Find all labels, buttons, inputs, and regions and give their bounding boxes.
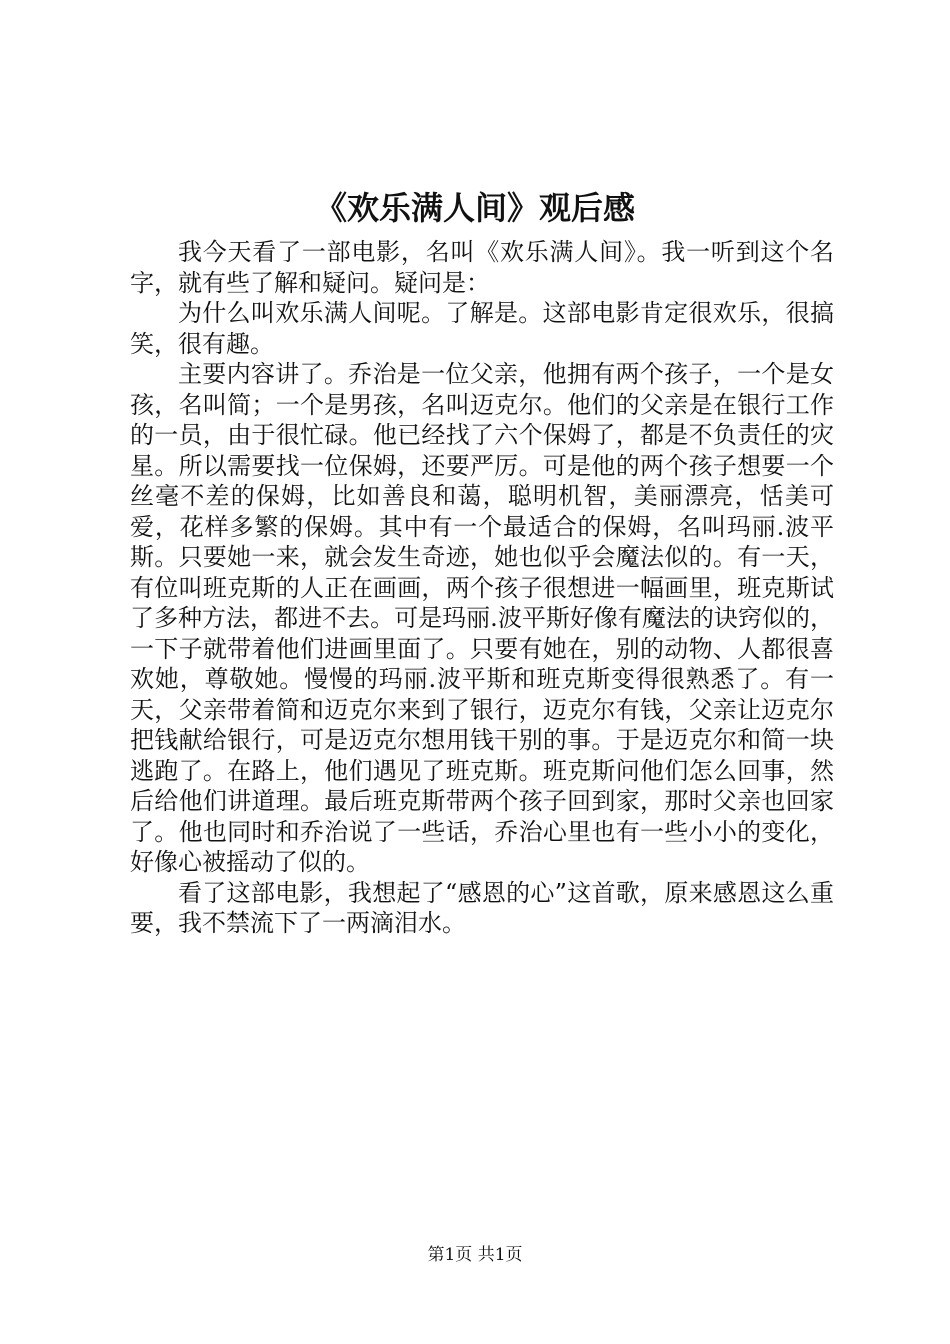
page-footer: 第1页 共1页 — [427, 1245, 523, 1265]
document-title: 《欢乐满人间》观后感 — [314, 189, 635, 227]
paragraph-4: 看了这部电影，我想起了“感恩的心”这首歌，原来感恩这么重要，我不禁流下了一两滴泪水。 — [130, 878, 834, 937]
paragraph-2: 为什么叫欢乐满人间呢。了解是。这部电影肯定很欢乐，很搞笑，很有趣。 — [130, 299, 834, 358]
document-body — [130, 237, 834, 939]
paragraph-3: 主要内容讲了。乔治是一位父亲，他拥有两个孩子，一个是女孩，名叫简；一个是男孩，名叫迈克尔。他们的父亲是在银行工作的一员，由于很忙碌。他已经找了六个保姆了，都是不负责任的灾星。所以需要找一位保姆，还要严厉。可是他的两个孩子想要一个丝毫不差的保姆，比如善良和蔼，聪明机智，美丽漂亮，恬美可爱，花样多繁的保姆。其中有一个最适合的保姆，名叫玛丽.波平斯。只要她一来，就会发生奇迹，她也似乎会魔法似的。有一天，有位叫班克斯的人正在画画，两个孩子很想进一幅画里，班克斯试了多种方法，都进不去。可是玛丽.波平斯好像有魔法的诀窍似的，一下子就带着他们进画里面了。只要有她在，别的动物、人都很喜欢她，尊敬她。慢慢的玛丽.波平斯和班克斯变得很熟悉了。有一天，父亲带着简和迈克尔来到了银行，迈克尔有钱，父亲让迈克尔把钱献给银行，可是迈克尔想用钱干别的事。于是迈克尔和简一块逃跑了。在路上，他们遇见了班克斯。班克斯问他们怎么回事，然后给他们讲道理。最后班克斯带两个孩子回到家，那时父亲也回家了。他也同时和乔治说了一些话，乔治心里也有一些小小的变化，好像心被摇动了似的。 — [130, 360, 834, 876]
paragraph-1: 我今天看了一部电影，名叫《欢乐满人间》。我一听到这个名字，就有些了解和疑问。疑问是： — [130, 238, 834, 297]
